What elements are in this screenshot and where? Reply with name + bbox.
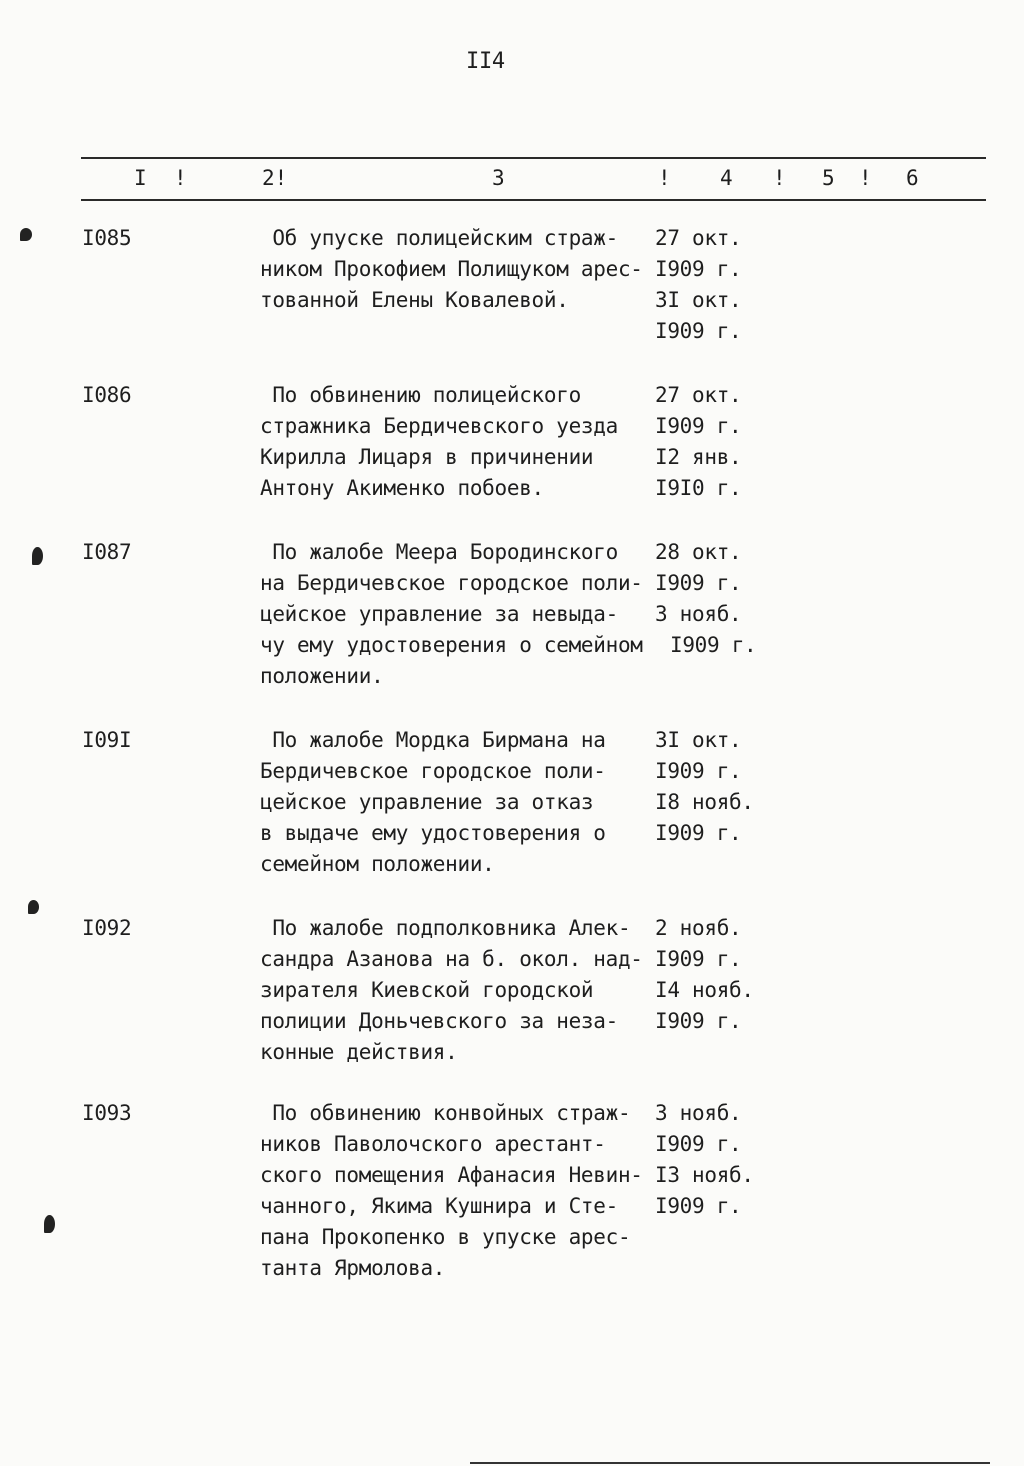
header-col-2: 2! xyxy=(262,166,288,190)
entry-number: I085 xyxy=(82,226,132,250)
entry-description-line: стражника Бердичевского уезда xyxy=(260,414,618,438)
entry-description-line: цейское управление за невыда- xyxy=(260,602,618,626)
entry-description-line: Об упуске полицейским страж- xyxy=(260,226,618,250)
header-separator-3: ! xyxy=(658,166,671,190)
entry-description-line: цейское управление за отказ xyxy=(260,790,594,814)
entry-date-line: 27 окт. xyxy=(655,383,742,407)
entry-date-line: I9I0 г. xyxy=(655,476,742,500)
entry-date-line: I909 г. xyxy=(655,821,742,845)
entry-number: I087 xyxy=(82,540,132,564)
entry-description-line: чу ему удостоверения о семейном xyxy=(260,633,643,657)
entry-date-line: I3 нояб. xyxy=(655,1163,754,1187)
entry-date-line: 28 окт. xyxy=(655,540,742,564)
entry-description-line: зирателя Киевской городской xyxy=(260,978,594,1002)
entry-description-line: в выдаче ему удостоверения о xyxy=(260,821,606,845)
entry-description-line: По жалобе Мордка Бирмана на xyxy=(260,728,606,752)
header-col-3: 3 xyxy=(492,166,505,190)
entry-date-line: I909 г. xyxy=(655,257,742,281)
entry-description-line: ником Прокофием Полищуком арес- xyxy=(260,257,643,281)
entry-number: I093 xyxy=(82,1101,132,1125)
page-bottom-rule xyxy=(470,1462,990,1464)
entry-description-line: Бердичевское городское поли- xyxy=(260,759,606,783)
entry-date-line: 3I окт. xyxy=(655,728,742,752)
entry-date-line: I909 г. xyxy=(655,947,742,971)
entry-date-line: I2 янв. xyxy=(655,445,742,469)
entry-description-line: ников Паволочского арестант- xyxy=(260,1132,606,1156)
header-separator-1: ! xyxy=(174,166,187,190)
entry-date-line: I909 г. xyxy=(655,1009,742,1033)
entry-description-line: чанного, Якима Кушнира и Сте- xyxy=(260,1194,618,1218)
header-col-4: 4 xyxy=(720,166,733,190)
entry-description-line: конные действия. xyxy=(260,1040,458,1064)
entry-description-line: Кирилла Лицаря в причинении xyxy=(260,445,594,469)
entry-description-line: положении. xyxy=(260,664,384,688)
scan-speck xyxy=(28,900,39,914)
header-separator-4: ! xyxy=(773,166,786,190)
entry-description-line: По обвинению полицейского xyxy=(260,383,581,407)
entry-description-line: сандра Азанова на б. окол. над- xyxy=(260,947,643,971)
header-rule-top xyxy=(81,157,986,159)
scan-speck xyxy=(44,1215,55,1233)
header-rule-bottom xyxy=(81,199,986,201)
entry-date-line: I909 г. xyxy=(655,759,742,783)
entry-date-line: I909 г. xyxy=(655,1132,742,1156)
entry-date-line: I909 г. xyxy=(655,319,742,343)
header-separator-5: ! xyxy=(859,166,872,190)
entry-number: I092 xyxy=(82,916,132,940)
header-col-5: 5 xyxy=(822,166,835,190)
entry-description-line: на Бердичевское городское поли- xyxy=(260,571,643,595)
entry-date-line: 3 нояб. xyxy=(655,602,742,626)
entry-description-line: ского помещения Афанасия Невин- xyxy=(260,1163,643,1187)
entry-number: I09I xyxy=(82,728,132,752)
scan-speck xyxy=(32,547,43,565)
entry-date-line: I909 г. xyxy=(655,414,742,438)
header-col-6: 6 xyxy=(906,166,919,190)
entry-date-line: 27 окт. xyxy=(655,226,742,250)
page-number: II4 xyxy=(466,49,505,74)
entry-description-line: По жалобе Меера Бородинского xyxy=(260,540,618,564)
entry-date-line: I909 г. xyxy=(655,1194,742,1218)
header-col-1: I xyxy=(134,166,147,190)
entry-date-line: I909 г. xyxy=(670,633,757,657)
entry-description-line: По обвинению конвойных страж- xyxy=(260,1101,631,1125)
entry-description-line: По жалобе подполковника Алек- xyxy=(260,916,631,940)
entry-description-line: тованной Елены Ковалевой. xyxy=(260,288,569,312)
scan-speck xyxy=(20,228,32,241)
entry-date-line: I8 нояб. xyxy=(655,790,754,814)
entry-description-line: полиции Доньчевского за неза- xyxy=(260,1009,618,1033)
entry-date-line: 2 нояб. xyxy=(655,916,742,940)
entry-date-line: I4 нояб. xyxy=(655,978,754,1002)
entry-number: I086 xyxy=(82,383,132,407)
entry-description-line: танта Ярмолова. xyxy=(260,1256,446,1280)
entry-description-line: Антону Акименко побоев. xyxy=(260,476,544,500)
entry-date-line: 3 нояб. xyxy=(655,1101,742,1125)
entry-date-line: 3I окт. xyxy=(655,288,742,312)
entry-description-line: семейном положении. xyxy=(260,852,495,876)
entry-date-line: I909 г. xyxy=(655,571,742,595)
entry-description-line: пана Прокопенко в упуске арес- xyxy=(260,1225,631,1249)
